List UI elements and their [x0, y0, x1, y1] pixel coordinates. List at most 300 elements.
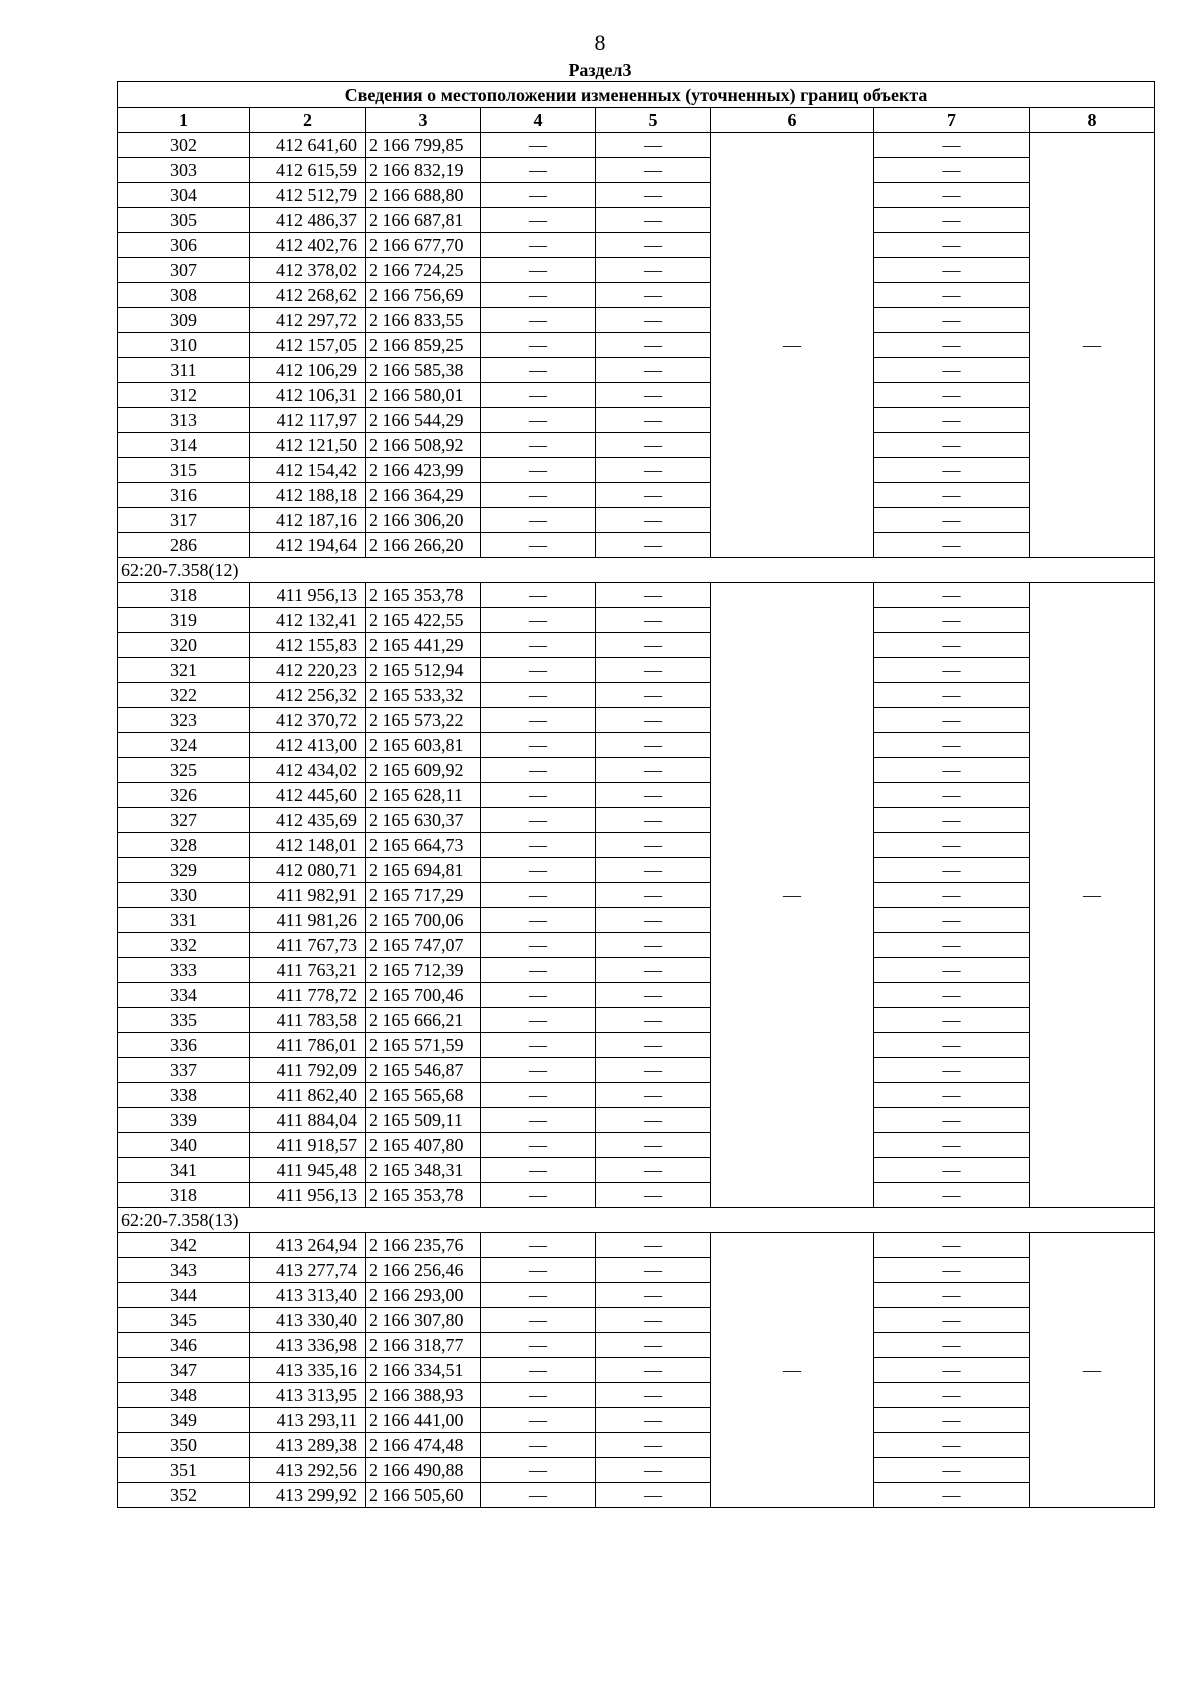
column-5-cell: —: [596, 658, 711, 683]
column-5-cell: —: [596, 958, 711, 983]
column-header: 1: [118, 108, 250, 133]
point-number-cell: 330: [118, 883, 250, 908]
column-7-cell: —: [874, 683, 1030, 708]
column-7-cell: —: [874, 408, 1030, 433]
column-4-cell: —: [481, 808, 596, 833]
table-row: [118, 308, 1155, 333]
table-row: [118, 958, 1155, 983]
y-coordinate-cell: 2 165 609,92: [366, 758, 481, 783]
column-header: 5: [596, 108, 711, 133]
point-number-cell: 329: [118, 858, 250, 883]
point-number-cell: 315: [118, 458, 250, 483]
point-number-cell: 313: [118, 408, 250, 433]
column-7-cell: —: [874, 333, 1030, 358]
column-7-cell: —: [874, 158, 1030, 183]
table-caption: Сведения о местоположении измененных (уточненных) границ объекта: [118, 82, 1155, 108]
table-row: [118, 983, 1155, 1008]
x-coordinate-cell: 412 512,79: [250, 183, 366, 208]
y-coordinate-cell: 2 166 799,85: [366, 133, 481, 158]
table-row: [118, 1083, 1155, 1108]
group-label-row: [118, 558, 1155, 583]
column-7-cell: —: [874, 958, 1030, 983]
column-4-cell: —: [481, 408, 596, 433]
column-7-cell: —: [874, 1458, 1030, 1483]
table-row: [118, 1358, 1155, 1383]
column-6-merged-cell: —: [711, 133, 874, 558]
column-4-cell: —: [481, 433, 596, 458]
x-coordinate-cell: 411 767,73: [250, 933, 366, 958]
point-number-cell: 326: [118, 783, 250, 808]
table-row: [118, 683, 1155, 708]
y-coordinate-cell: 2 166 306,20: [366, 508, 481, 533]
column-7-cell: —: [874, 708, 1030, 733]
column-7-cell: —: [874, 908, 1030, 933]
point-number-cell: 333: [118, 958, 250, 983]
x-coordinate-cell: 412 297,72: [250, 308, 366, 333]
point-number-cell: 348: [118, 1383, 250, 1408]
point-number-cell: 310: [118, 333, 250, 358]
point-number-cell: 339: [118, 1108, 250, 1133]
point-number-cell: 318: [118, 583, 250, 608]
column-5-cell: —: [596, 1333, 711, 1358]
table-row: [118, 408, 1155, 433]
table-row: [118, 808, 1155, 833]
column-7-cell: —: [874, 608, 1030, 633]
table-row: [118, 258, 1155, 283]
y-coordinate-cell: 2 166 474,48: [366, 1433, 481, 1458]
y-coordinate-cell: 2 165 353,78: [366, 1183, 481, 1208]
y-coordinate-cell: 2 165 348,31: [366, 1158, 481, 1183]
table-row: [118, 358, 1155, 383]
x-coordinate-cell: 412 615,59: [250, 158, 366, 183]
column-4-cell: —: [481, 1058, 596, 1083]
x-coordinate-cell: 411 792,09: [250, 1058, 366, 1083]
y-coordinate-cell: 2 165 565,68: [366, 1083, 481, 1108]
column-4-cell: —: [481, 1333, 596, 1358]
column-5-cell: —: [596, 808, 711, 833]
point-number-cell: 335: [118, 1008, 250, 1033]
column-7-cell: —: [874, 1183, 1030, 1208]
table-body: [118, 82, 1155, 1508]
column-6-merged-cell: —: [711, 1233, 874, 1508]
column-8-merged-cell: —: [1030, 583, 1155, 1208]
column-4-cell: —: [481, 833, 596, 858]
point-number-cell: 306: [118, 233, 250, 258]
column-7-cell: —: [874, 483, 1030, 508]
column-7-cell: —: [874, 983, 1030, 1008]
point-number-cell: 302: [118, 133, 250, 158]
column-4-cell: —: [481, 683, 596, 708]
x-coordinate-cell: 411 918,57: [250, 1133, 366, 1158]
column-4-cell: —: [481, 858, 596, 883]
table-row: [118, 1133, 1155, 1158]
point-number-cell: 312: [118, 383, 250, 408]
column-5-cell: —: [596, 1133, 711, 1158]
table-row: [118, 1308, 1155, 1333]
x-coordinate-cell: 412 268,62: [250, 283, 366, 308]
table-row: [118, 908, 1155, 933]
x-coordinate-cell: 413 289,38: [250, 1433, 366, 1458]
y-coordinate-cell: 2 166 388,93: [366, 1383, 481, 1408]
column-header: 2: [250, 108, 366, 133]
column-5-cell: —: [596, 1408, 711, 1433]
y-coordinate-cell: 2 166 585,38: [366, 358, 481, 383]
column-5-cell: —: [596, 783, 711, 808]
column-header-row: [118, 108, 1155, 133]
x-coordinate-cell: 412 188,18: [250, 483, 366, 508]
column-4-cell: —: [481, 358, 596, 383]
column-5-cell: —: [596, 1458, 711, 1483]
column-4-cell: —: [481, 658, 596, 683]
x-coordinate-cell: 412 413,00: [250, 733, 366, 758]
column-7-cell: —: [874, 1433, 1030, 1458]
column-4-cell: —: [481, 158, 596, 183]
column-4-cell: —: [481, 1258, 596, 1283]
x-coordinate-cell: 412 080,71: [250, 858, 366, 883]
column-5-cell: —: [596, 583, 711, 608]
y-coordinate-cell: 2 166 832,19: [366, 158, 481, 183]
y-coordinate-cell: 2 166 505,60: [366, 1483, 481, 1508]
column-5-cell: —: [596, 833, 711, 858]
x-coordinate-cell: 412 641,60: [250, 133, 366, 158]
column-4-cell: —: [481, 1233, 596, 1258]
column-7-cell: —: [874, 1383, 1030, 1408]
y-coordinate-cell: 2 166 423,99: [366, 458, 481, 483]
y-coordinate-cell: 2 165 407,80: [366, 1133, 481, 1158]
table-row: [118, 583, 1155, 608]
x-coordinate-cell: 413 293,11: [250, 1408, 366, 1433]
column-5-cell: —: [596, 308, 711, 333]
column-4-cell: —: [481, 1483, 596, 1508]
column-5-cell: —: [596, 208, 711, 233]
point-number-cell: 340: [118, 1133, 250, 1158]
y-coordinate-cell: 2 166 508,92: [366, 433, 481, 458]
point-number-cell: 318: [118, 1183, 250, 1208]
column-7-cell: —: [874, 183, 1030, 208]
x-coordinate-cell: 412 220,23: [250, 658, 366, 683]
column-5-cell: —: [596, 758, 711, 783]
point-number-cell: 316: [118, 483, 250, 508]
x-coordinate-cell: 411 763,21: [250, 958, 366, 983]
table-row: [118, 858, 1155, 883]
column-4-cell: —: [481, 208, 596, 233]
y-coordinate-cell: 2 165 628,11: [366, 783, 481, 808]
column-4-cell: —: [481, 1133, 596, 1158]
table-row: [118, 283, 1155, 308]
y-coordinate-cell: 2 166 859,25: [366, 333, 481, 358]
group-label: 62:20-7.358(12): [118, 558, 1155, 583]
column-4-cell: —: [481, 1408, 596, 1433]
column-4-cell: —: [481, 1008, 596, 1033]
point-number-cell: 305: [118, 208, 250, 233]
table-row: [118, 1408, 1155, 1433]
y-coordinate-cell: 2 166 544,29: [366, 408, 481, 433]
y-coordinate-cell: 2 166 677,70: [366, 233, 481, 258]
column-5-cell: —: [596, 1283, 711, 1308]
x-coordinate-cell: 412 148,01: [250, 833, 366, 858]
y-coordinate-cell: 2 165 353,78: [366, 583, 481, 608]
y-coordinate-cell: 2 165 571,59: [366, 1033, 481, 1058]
column-5-cell: —: [596, 908, 711, 933]
table-row: [118, 383, 1155, 408]
table-row: [118, 1058, 1155, 1083]
column-7-cell: —: [874, 1108, 1030, 1133]
table-row: [118, 833, 1155, 858]
point-number-cell: 304: [118, 183, 250, 208]
x-coordinate-cell: 411 982,91: [250, 883, 366, 908]
column-4-cell: —: [481, 783, 596, 808]
section-title: Раздел3: [568, 60, 632, 80]
y-coordinate-cell: 2 165 694,81: [366, 858, 481, 883]
y-coordinate-cell: 2 165 664,73: [366, 833, 481, 858]
column-5-cell: —: [596, 1233, 711, 1258]
x-coordinate-cell: 412 256,32: [250, 683, 366, 708]
column-6-merged-cell: —: [711, 583, 874, 1208]
column-4-cell: —: [481, 933, 596, 958]
y-coordinate-cell: 2 165 712,39: [366, 958, 481, 983]
y-coordinate-cell: 2 166 441,00: [366, 1408, 481, 1433]
column-5-cell: —: [596, 358, 711, 383]
column-5-cell: —: [596, 458, 711, 483]
column-7-cell: —: [874, 1408, 1030, 1433]
column-5-cell: —: [596, 283, 711, 308]
point-number-cell: 331: [118, 908, 250, 933]
y-coordinate-cell: 2 165 747,07: [366, 933, 481, 958]
column-8-merged-cell: —: [1030, 133, 1155, 558]
column-5-cell: —: [596, 1033, 711, 1058]
column-4-cell: —: [481, 1358, 596, 1383]
table-row: [118, 483, 1155, 508]
table-row: [118, 933, 1155, 958]
column-7-cell: —: [874, 1008, 1030, 1033]
column-7-cell: —: [874, 833, 1030, 858]
column-5-cell: —: [596, 1158, 711, 1183]
table-row: [118, 233, 1155, 258]
column-header: 8: [1030, 108, 1155, 133]
y-coordinate-cell: 2 166 724,25: [366, 258, 481, 283]
column-5-cell: —: [596, 1183, 711, 1208]
point-number-cell: 325: [118, 758, 250, 783]
column-7-cell: —: [874, 1333, 1030, 1358]
x-coordinate-cell: 413 313,95: [250, 1383, 366, 1408]
x-coordinate-cell: 413 330,40: [250, 1308, 366, 1333]
y-coordinate-cell: 2 165 603,81: [366, 733, 481, 758]
table-row: [118, 1333, 1155, 1358]
column-5-cell: —: [596, 433, 711, 458]
column-5-cell: —: [596, 1108, 711, 1133]
x-coordinate-cell: 413 336,98: [250, 1333, 366, 1358]
y-coordinate-cell: 2 165 700,06: [366, 908, 481, 933]
column-header: 7: [874, 108, 1030, 133]
column-4-cell: —: [481, 1433, 596, 1458]
y-coordinate-cell: 2 166 364,29: [366, 483, 481, 508]
column-7-cell: —: [874, 1058, 1030, 1083]
column-7-cell: —: [874, 858, 1030, 883]
column-5-cell: —: [596, 158, 711, 183]
column-5-cell: —: [596, 1258, 711, 1283]
y-coordinate-cell: 2 165 546,87: [366, 1058, 481, 1083]
y-coordinate-cell: 2 166 293,00: [366, 1283, 481, 1308]
table-row: [118, 333, 1155, 358]
y-coordinate-cell: 2 165 512,94: [366, 658, 481, 683]
y-coordinate-cell: 2 165 573,22: [366, 708, 481, 733]
y-coordinate-cell: 2 165 630,37: [366, 808, 481, 833]
column-4-cell: —: [481, 1108, 596, 1133]
column-4-cell: —: [481, 508, 596, 533]
point-number-cell: 320: [118, 633, 250, 658]
column-5-cell: —: [596, 1308, 711, 1333]
column-5-cell: —: [596, 933, 711, 958]
column-4-cell: —: [481, 1158, 596, 1183]
column-5-cell: —: [596, 483, 711, 508]
point-number-cell: 336: [118, 1033, 250, 1058]
y-coordinate-cell: 2 166 833,55: [366, 308, 481, 333]
point-number-cell: 346: [118, 1333, 250, 1358]
column-5-cell: —: [596, 1358, 711, 1383]
column-4-cell: —: [481, 1033, 596, 1058]
x-coordinate-cell: 411 783,58: [250, 1008, 366, 1033]
column-7-cell: —: [874, 1033, 1030, 1058]
y-coordinate-cell: 2 166 756,69: [366, 283, 481, 308]
column-7-cell: —: [874, 458, 1030, 483]
point-number-cell: 319: [118, 608, 250, 633]
column-7-cell: —: [874, 658, 1030, 683]
point-number-cell: 345: [118, 1308, 250, 1333]
column-5-cell: —: [596, 608, 711, 633]
column-5-cell: —: [596, 858, 711, 883]
point-number-cell: 352: [118, 1483, 250, 1508]
column-header: 6: [711, 108, 874, 133]
column-5-cell: —: [596, 633, 711, 658]
table-row: [118, 533, 1155, 558]
column-4-cell: —: [481, 233, 596, 258]
column-4-cell: —: [481, 608, 596, 633]
table-row: [118, 1433, 1155, 1458]
y-coordinate-cell: 2 166 687,81: [366, 208, 481, 233]
column-7-cell: —: [874, 383, 1030, 408]
column-5-cell: —: [596, 383, 711, 408]
column-4-cell: —: [481, 883, 596, 908]
table-row: [118, 458, 1155, 483]
y-coordinate-cell: 2 166 256,46: [366, 1258, 481, 1283]
column-7-cell: —: [874, 783, 1030, 808]
column-7-cell: —: [874, 283, 1030, 308]
x-coordinate-cell: 413 277,74: [250, 1258, 366, 1283]
x-coordinate-cell: 411 956,13: [250, 1183, 366, 1208]
column-7-cell: —: [874, 733, 1030, 758]
column-5-cell: —: [596, 683, 711, 708]
column-7-cell: —: [874, 433, 1030, 458]
column-5-cell: —: [596, 1483, 711, 1508]
column-4-cell: —: [481, 733, 596, 758]
column-4-cell: —: [481, 183, 596, 208]
x-coordinate-cell: 412 378,02: [250, 258, 366, 283]
column-5-cell: —: [596, 733, 711, 758]
x-coordinate-cell: 413 264,94: [250, 1233, 366, 1258]
table-row: [118, 158, 1155, 183]
y-coordinate-cell: 2 165 422,55: [366, 608, 481, 633]
column-5-cell: —: [596, 233, 711, 258]
column-7-cell: —: [874, 1258, 1030, 1283]
point-number-cell: 332: [118, 933, 250, 958]
column-7-cell: —: [874, 633, 1030, 658]
point-number-cell: 308: [118, 283, 250, 308]
point-number-cell: 349: [118, 1408, 250, 1433]
column-4-cell: —: [481, 958, 596, 983]
column-7-cell: —: [874, 933, 1030, 958]
x-coordinate-cell: 412 132,41: [250, 608, 366, 633]
x-coordinate-cell: 412 434,02: [250, 758, 366, 783]
x-coordinate-cell: 412 402,76: [250, 233, 366, 258]
table-row: [118, 658, 1155, 683]
table-row: [118, 883, 1155, 908]
point-number-cell: 311: [118, 358, 250, 383]
point-number-cell: 307: [118, 258, 250, 283]
column-5-cell: —: [596, 508, 711, 533]
table-row: [118, 433, 1155, 458]
table-row: [118, 1233, 1155, 1258]
table-row: [118, 758, 1155, 783]
x-coordinate-cell: 412 435,69: [250, 808, 366, 833]
y-coordinate-cell: 2 166 235,76: [366, 1233, 481, 1258]
column-4-cell: —: [481, 458, 596, 483]
column-4-cell: —: [481, 1308, 596, 1333]
page-number: 8: [594, 30, 606, 55]
x-coordinate-cell: 411 778,72: [250, 983, 366, 1008]
table-row: [118, 183, 1155, 208]
x-coordinate-cell: 413 292,56: [250, 1458, 366, 1483]
y-coordinate-cell: 2 165 509,11: [366, 1108, 481, 1133]
column-4-cell: —: [481, 1283, 596, 1308]
column-5-cell: —: [596, 708, 711, 733]
x-coordinate-cell: 413 335,16: [250, 1358, 366, 1383]
x-coordinate-cell: 411 945,48: [250, 1158, 366, 1183]
column-5-cell: —: [596, 533, 711, 558]
column-5-cell: —: [596, 333, 711, 358]
y-coordinate-cell: 2 166 266,20: [366, 533, 481, 558]
x-coordinate-cell: 412 154,42: [250, 458, 366, 483]
column-4-cell: —: [481, 533, 596, 558]
column-5-cell: —: [596, 1383, 711, 1408]
column-5-cell: —: [596, 1058, 711, 1083]
column-7-cell: —: [874, 758, 1030, 783]
column-5-cell: —: [596, 1083, 711, 1108]
x-coordinate-cell: 412 155,83: [250, 633, 366, 658]
column-4-cell: —: [481, 133, 596, 158]
table-row: [118, 783, 1155, 808]
column-7-cell: —: [874, 1308, 1030, 1333]
point-number-cell: 322: [118, 683, 250, 708]
x-coordinate-cell: 412 187,16: [250, 508, 366, 533]
column-4-cell: —: [481, 758, 596, 783]
y-coordinate-cell: 2 166 334,51: [366, 1358, 481, 1383]
table-row: [118, 608, 1155, 633]
column-7-cell: —: [874, 533, 1030, 558]
point-number-cell: 324: [118, 733, 250, 758]
column-7-cell: —: [874, 1158, 1030, 1183]
y-coordinate-cell: 2 166 580,01: [366, 383, 481, 408]
column-7-cell: —: [874, 1083, 1030, 1108]
column-7-cell: —: [874, 233, 1030, 258]
point-number-cell: 344: [118, 1283, 250, 1308]
table-row: [118, 1383, 1155, 1408]
table-row: [118, 1283, 1155, 1308]
x-coordinate-cell: 411 956,13: [250, 583, 366, 608]
point-number-cell: 343: [118, 1258, 250, 1283]
column-4-cell: —: [481, 1183, 596, 1208]
x-coordinate-cell: 412 486,37: [250, 208, 366, 233]
column-5-cell: —: [596, 183, 711, 208]
